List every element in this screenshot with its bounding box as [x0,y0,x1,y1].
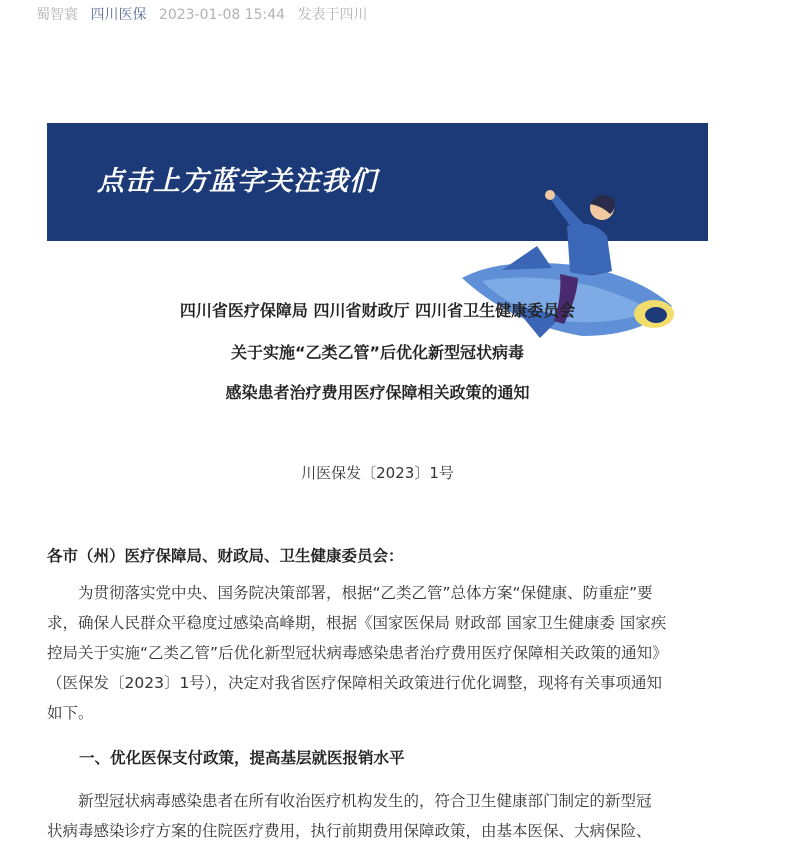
paragraph-line: 新型冠状病毒感染患者在所有收治医疗机构发生的，符合卫生健康部门制定的新型冠 [47,792,652,810]
greeting: 各市（州）医疗保障局、财政局、卫生健康委员会： [47,547,404,565]
section-1-heading: 一、优化医保支付政策，提高基层就医报销水平 [79,749,405,767]
paragraph-line: 控局关于实施“乙类乙管”后优化新型冠状病毒感染患者治疗费用医疗保障相关政策的通知》 [47,644,668,662]
paragraph-line: 求，确保人民群众平稳度过感染高峰期，根据《国家医保局 财政部 国家卫生健康委 国家疾 [47,614,667,632]
publish-datetime: 2023-01-08 15:44 [158,7,286,23]
paragraph-line: 如下。 [47,704,94,722]
document-number: 川医保发〔2023〕1号 [301,464,454,482]
author-name: 蜀智寰 [36,7,78,23]
notice-title-line-3: 感染患者治疗费用医疗保障相关政策的通知 [225,383,530,402]
notice-title-line-2: 关于实施“乙类乙管”后优化新型冠状病毒 [230,343,525,362]
banner-text: 点击上方蓝字关注我们 [97,166,377,197]
article-meta [36,4,376,24]
paragraph-line: 状病毒感染诊疗方案的住院医疗费用，执行前期费用保障政策，由基本医保、大病保险、 [47,822,652,840]
paragraph-1 [47,578,713,728]
notice-title-line-1: 四川省医疗保障局 四川省财政厅 四川省卫生健康委员会 [179,301,576,320]
paragraph-2 [47,786,713,846]
publish-location: 发表于四川 [297,7,368,23]
follow-banner[interactable] [47,123,708,241]
account-link[interactable]: 四川医保 [90,7,147,23]
paragraph-line: （医保发〔2023〕1号），决定对我省医疗保障相关政策进行优化调整，现将有关事项通知 [47,674,663,692]
paragraph-line: 为贯彻落实党中央、国务院决策部署，根据“乙类乙管”总体方案“保健康、防重症”要 [47,584,653,602]
